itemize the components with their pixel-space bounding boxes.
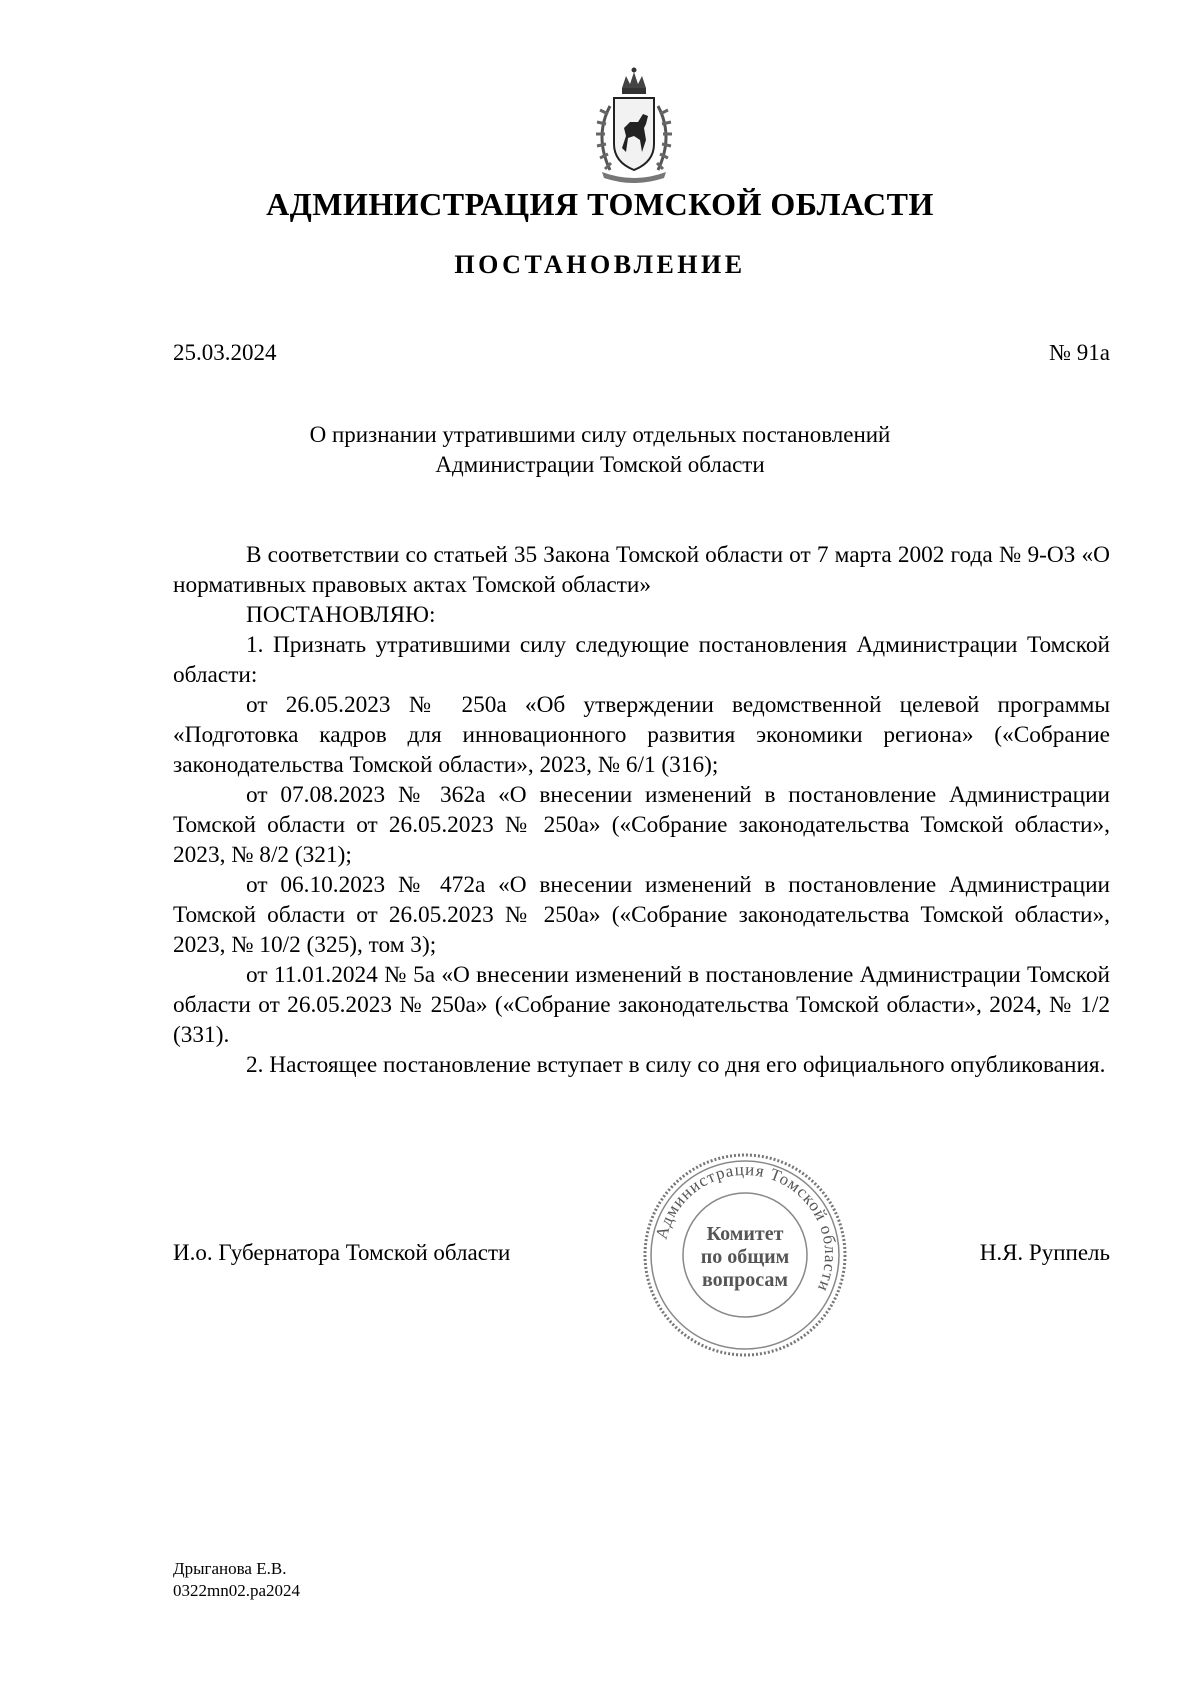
body-paragraph: ПОСТАНОВЛЯЮ: [246, 602, 436, 628]
subject-line-2: Администрации Томской области [435, 452, 765, 477]
number-value: 91а [1076, 340, 1110, 365]
document-subject [0, 420, 1200, 480]
organization-title: АДМИНИСТРАЦИЯ ТОМСКОЙ ОБЛАСТИ [266, 186, 934, 222]
subject-line-1: О признании утратившими силу отдельных постановлений [309, 422, 891, 447]
seal-outer-text: Администрация Томской области [651, 1159, 841, 1295]
body-paragraph: 2. Настоящее постановление вступает в силу со дня его официального опубликования. [246, 1052, 1106, 1078]
body-paragraph: от 26.05.2023 № 250а «Об утверждении ведомственной целевой программы «Подготовка кадров для инновационного развития экономики региона» («Собрание законодательства Томской области», 2023, № 6/1 (316); [173, 692, 1110, 778]
document-type: ПОСТАНОВЛЕНИЕ [454, 250, 746, 279]
executor-name: Дрыганова Е.В. [173, 1559, 287, 1578]
body-paragraph: от 07.08.2023 № 362а «О внесении изменений в постановление Администрации Томской области от 26.05.2023 № 250а» («Собрание законодательства Томской области», 2023, № 8/2 (321); [173, 782, 1110, 868]
signatory-position: И.о. Губернатора Томской области [173, 1240, 511, 1265]
body-paragraph: от 06.10.2023 № 472а «О внесении изменений в постановление Администрации Томской области от 26.05.2023 № 250а» («Собрание законодательства Томской области», 2023, № 10/2 (325), том 3); [173, 872, 1110, 958]
seal-center-line-2: по общим [700, 1246, 790, 1268]
seal-center-line-3: вопросам [701, 1269, 789, 1291]
number-sign: № [1049, 340, 1072, 365]
signatory-name: Н.Я. Руппель [979, 1240, 1110, 1265]
body-paragraph: 1. Признать утратившими силу следующие постановления Администрации Томской области: [173, 632, 1110, 688]
document-body [173, 540, 1110, 1080]
document-number [1049, 340, 1110, 366]
body-paragraph: В соответствии со статьей 35 Закона Томской области от 7 марта 2002 года № 9-ОЗ «О нормативных правовых актах Томской области» [173, 542, 1110, 598]
footer-notes [173, 1558, 300, 1602]
document-date: 25.03.2024 [173, 340, 277, 365]
seal-center-line-1: Комитет [706, 1223, 784, 1245]
document-code: 0322mn02.pa2024 [173, 1581, 301, 1600]
official-seal-stamp [640, 1150, 850, 1360]
tomsk-region-coat-of-arms-icon [580, 66, 688, 186]
body-paragraph: от 11.01.2024 № 5а «О внесении изменений в постановление Администрации Томской области от 26.05.2023 № 250а» («Собрание законодательства Томской области», 2024, № 1/2 (331). [173, 962, 1110, 1048]
